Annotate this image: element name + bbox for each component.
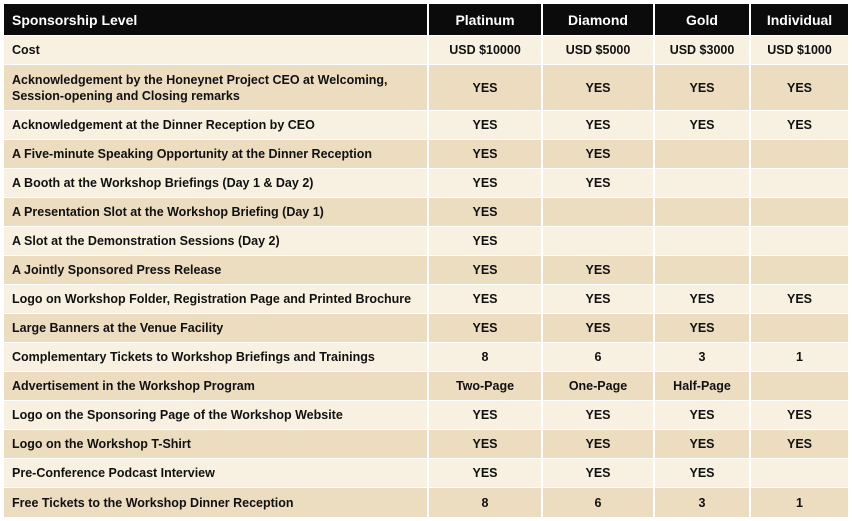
row-label: Cost	[4, 36, 429, 65]
cell-diamond: YES	[543, 256, 655, 285]
row-label: Free Tickets to the Workshop Dinner Reception	[4, 488, 429, 518]
cell-gold: YES	[655, 111, 751, 140]
row-label: Advertisement in the Workshop Program	[4, 372, 429, 401]
cell-gold: YES	[655, 430, 751, 459]
sponsorship-table	[4, 4, 848, 518]
cell-diamond	[543, 198, 655, 227]
cell-platinum: 8	[429, 343, 543, 372]
table-row	[4, 488, 848, 518]
cell-gold: YES	[655, 401, 751, 430]
cell-gold	[655, 227, 751, 256]
cell-individual: 1	[751, 488, 848, 518]
row-label: A Presentation Slot at the Workshop Briefing (Day 1)	[4, 198, 429, 227]
cell-diamond: YES	[543, 459, 655, 488]
row-label: Logo on the Workshop T-Shirt	[4, 430, 429, 459]
table-row	[4, 111, 848, 140]
cell-individual	[751, 372, 848, 401]
row-label: A Booth at the Workshop Briefings (Day 1 & Day 2)	[4, 169, 429, 198]
row-label: Pre-Conference Podcast Interview	[4, 459, 429, 488]
column-header-platinum: Platinum	[429, 4, 543, 36]
table-row	[4, 430, 848, 459]
cell-individual: YES	[751, 430, 848, 459]
column-header-individual: Individual	[751, 4, 848, 36]
cell-gold: Half-Page	[655, 372, 751, 401]
cell-diamond: YES	[543, 65, 655, 111]
table-row	[4, 459, 848, 488]
cell-gold	[655, 140, 751, 169]
cell-individual	[751, 140, 848, 169]
cell-individual: YES	[751, 65, 848, 111]
cell-gold: YES	[655, 65, 751, 111]
row-label: Logo on the Sponsoring Page of the Workshop Website	[4, 401, 429, 430]
cell-diamond: One-Page	[543, 372, 655, 401]
row-label: Complementary Tickets to Workshop Briefings and Trainings	[4, 343, 429, 372]
row-label: Logo on Workshop Folder, Registration Page and Printed Brochure	[4, 285, 429, 314]
cell-individual	[751, 198, 848, 227]
cell-diamond: YES	[543, 169, 655, 198]
cell-gold: 3	[655, 488, 751, 518]
cell-platinum: USD $10000	[429, 36, 543, 65]
cell-diamond: YES	[543, 140, 655, 169]
cell-platinum: YES	[429, 314, 543, 343]
cell-individual	[751, 256, 848, 285]
cell-gold: 3	[655, 343, 751, 372]
sponsorship-table-container	[4, 4, 848, 518]
cell-platinum: YES	[429, 111, 543, 140]
row-label: A Five-minute Speaking Opportunity at the Dinner Reception	[4, 140, 429, 169]
cell-diamond	[543, 227, 655, 256]
cell-gold	[655, 256, 751, 285]
table-row	[4, 36, 848, 65]
column-header-diamond: Diamond	[543, 4, 655, 36]
cell-individual	[751, 227, 848, 256]
cell-diamond: YES	[543, 430, 655, 459]
cell-platinum: YES	[429, 401, 543, 430]
cell-gold: YES	[655, 459, 751, 488]
cell-individual: YES	[751, 285, 848, 314]
cell-diamond: YES	[543, 111, 655, 140]
cell-individual: USD $1000	[751, 36, 848, 65]
column-header-gold: Gold	[655, 4, 751, 36]
cell-individual: YES	[751, 111, 848, 140]
cell-platinum: YES	[429, 140, 543, 169]
cell-platinum: YES	[429, 430, 543, 459]
cell-platinum: YES	[429, 65, 543, 111]
cell-platinum: YES	[429, 198, 543, 227]
table-row	[4, 285, 848, 314]
cell-platinum: 8	[429, 488, 543, 518]
cell-diamond: YES	[543, 314, 655, 343]
cell-platinum: YES	[429, 285, 543, 314]
cell-gold: USD $3000	[655, 36, 751, 65]
row-label: Acknowledgement at the Dinner Reception by CEO	[4, 111, 429, 140]
cell-diamond: 6	[543, 343, 655, 372]
row-label: A Slot at the Demonstration Sessions (Day 2)	[4, 227, 429, 256]
cell-platinum: YES	[429, 169, 543, 198]
cell-individual: 1	[751, 343, 848, 372]
table-row	[4, 198, 848, 227]
table-row	[4, 227, 848, 256]
cell-individual: YES	[751, 401, 848, 430]
cell-individual	[751, 169, 848, 198]
cell-diamond: YES	[543, 401, 655, 430]
row-label: A Jointly Sponsored Press Release	[4, 256, 429, 285]
cell-gold: YES	[655, 314, 751, 343]
cell-gold	[655, 169, 751, 198]
cell-gold	[655, 198, 751, 227]
table-row	[4, 140, 848, 169]
cell-diamond: YES	[543, 285, 655, 314]
cell-platinum: Two-Page	[429, 372, 543, 401]
table-row	[4, 343, 848, 372]
row-label: Acknowledgement by the Honeynet Project CEO at Welcoming, Session-opening and Closing remarks	[4, 65, 429, 111]
table-row	[4, 401, 848, 430]
cell-diamond: USD $5000	[543, 36, 655, 65]
cell-platinum: YES	[429, 459, 543, 488]
cell-individual	[751, 314, 848, 343]
table-row	[4, 169, 848, 198]
table-row	[4, 372, 848, 401]
column-header-sponsorship-level: Sponsorship Level	[4, 4, 429, 36]
row-label: Large Banners at the Venue Facility	[4, 314, 429, 343]
cell-gold: YES	[655, 285, 751, 314]
table-row	[4, 256, 848, 285]
table-row	[4, 65, 848, 111]
cell-individual	[751, 459, 848, 488]
table-header-row	[4, 4, 848, 36]
cell-diamond: 6	[543, 488, 655, 518]
cell-platinum: YES	[429, 227, 543, 256]
cell-platinum: YES	[429, 256, 543, 285]
table-row	[4, 314, 848, 343]
